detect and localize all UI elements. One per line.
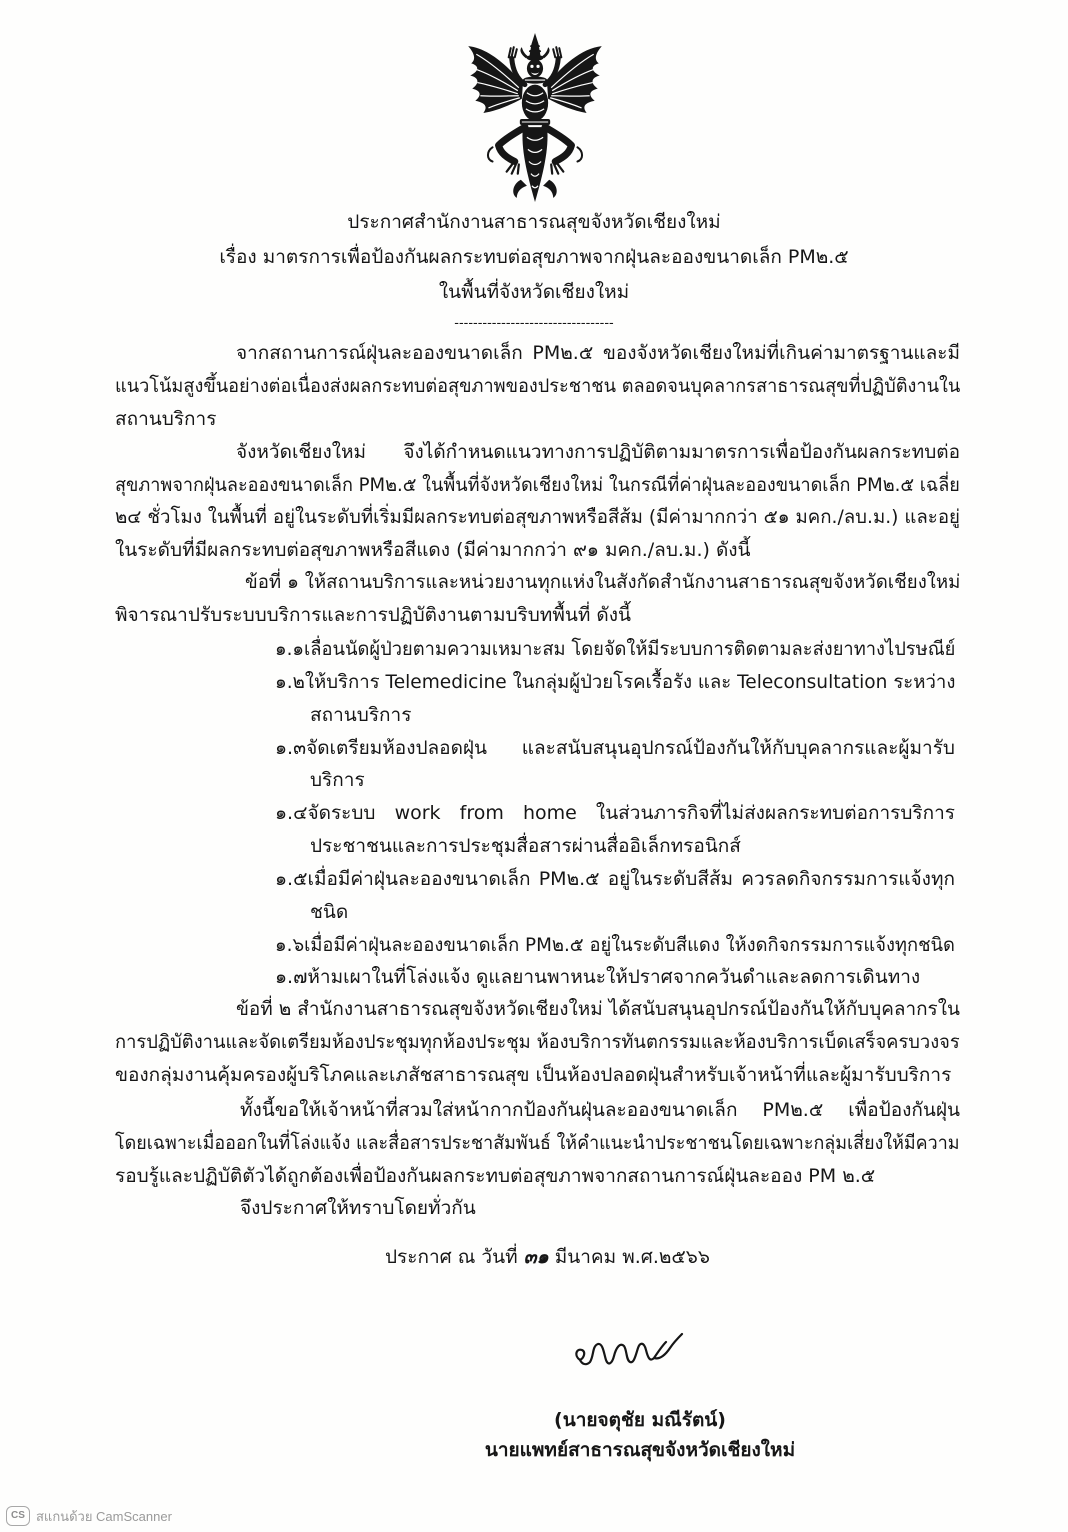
- list-item-1-4-cont: ประชาชนและการประชุมสื่อสารผ่านสื่ออิเล็กทรอนิกส์: [310, 835, 741, 857]
- clause-1-line: พิจารณาปรับระบบบริการและการปฏิบัติงานตามบริบทพื้นที่ ดังนี้: [115, 604, 632, 626]
- list-item-1-3-cont: บริการ: [310, 769, 365, 791]
- paragraph-1-line: สถานบริการ: [115, 408, 217, 430]
- list-item-1-4: ๑.๔จัดระบบ work from home ในส่วนภารกิจที่ไม่ส่งผลกระทบต่อการบริการ: [275, 802, 955, 824]
- list-item-1-2-cont: สถานบริการ: [310, 704, 412, 726]
- paragraph-2-line: ๒๔ ชั่วโมง ในพื้นที่ อยู่ในระดับที่เริ่มมีผลกระทบต่อสุขภาพหรือสีส้ม (มีค่ามากกว่า ๕๑ มคก./ลบ.ม.) และอยู่: [115, 506, 960, 528]
- emblem-body: [520, 85, 550, 125]
- emblem-head: [523, 59, 547, 83]
- list-item-1-5: ๑.๕เมื่อมีค่าฝุ่นละอองขนาดเล็ก PM๒.๕ อยู่ในระดับสีส้ม ควรลดกิจกรรมการแจ้งทุก: [275, 868, 955, 890]
- closing-statement: จึงประกาศให้ทราบโดยทั่วกัน: [240, 1197, 476, 1219]
- list-item-1-3: ๑.๓จัดเตรียมห้องปลอดฝุ่น และสนับสนุนอุปกรณ์ป้องกันให้กับบุคลากรและผู้มารับ: [275, 737, 955, 759]
- list-item-1-1: ๑.๑เลื่อนนัดผู้ป่วยตามความเหมาะสม โดยจัดให้มีระบบการติดตามละส่งยาทางไปรษณีย์: [275, 638, 956, 660]
- clause-2-line: การปฏิบัติงานและจัดเตรียมห้องประชุมทุกห้องประชุม ห้องบริการทันตกรรมและห้องบริการเบ็ดเสร็จครบวงจร: [115, 1031, 960, 1053]
- list-item-1-7: ๑.๗ห้ามเผาในที่โล่งแจ้ง ดูแลยานพาหนะให้ปราศจากควันดำและลดการเดินทาง: [275, 966, 921, 988]
- signatory-name: (นายจตุชัย มณีรัตน์): [554, 1409, 726, 1431]
- signatory-position: นายแพทย์สาธารณสุขจังหวัดเชียงใหม่: [484, 1439, 796, 1461]
- clause-2-line: ของกลุ่มงานคุ้มครองผู้บริโภคและเภสัชสาธารณสุข เป็นห้องปลอดฝุ่นสำหรับเจ้าหน้าที่และผู้มารับบริการ: [115, 1064, 952, 1086]
- paragraph-1-line: จากสถานการณ์ฝุ่นละอองขนาดเล็ก PM๒.๕ ของจังหวัดเชียงใหม่ที่เกินค่ามาตรฐานและมี: [236, 342, 960, 364]
- paragraph-2-line: ในระดับที่มีผลกระทบต่อสุขภาพหรือสีแดง (มีค่ามากกว่า ๙๑ มคก./ลบ.ม.) ดังนี้: [115, 539, 751, 561]
- camscanner-label: สแกนด้วย CamScanner: [36, 1508, 172, 1524]
- date-prefix: ประกาศ ณ วันที่: [385, 1246, 518, 1268]
- announcement-title: ประกาศสำนักงานสาธารณสุขจังหวัดเชียงใหม่: [347, 211, 721, 233]
- paragraph-2-line: สุขภาพจากฝุ่นละอองขนาดเล็ก PM๒.๕ ในพื้นที่จังหวัดเชียงใหม่ ในกรณีที่ค่าฝุ่นละอองขนาดเล็ก PM๒.๕ เฉลี่ย: [115, 474, 960, 496]
- camscanner-logo: CS: [6, 1506, 30, 1526]
- note-line: รอบรู้และปฏิบัติตัวได้ถูกต้องเพื่อป้องกันผลกระทบต่อสุขภาพจากสถานการณ์ฝุ่นละออง PM ๒.๕: [115, 1165, 876, 1187]
- paragraph-2-line: จังหวัดเชียงใหม่ จึงได้กำหนดแนวทางการปฏิบัติตามมาตรการเพื่อป้องกันผลกระทบต่อ: [236, 441, 960, 463]
- note-line: ทั้งนี้ขอให้เจ้าหน้าที่สวมใส่หน้ากากป้องกันฝุ่นละอองขนาดเล็ก PM๒.๕ เพื่อป้องกันฝุ่น: [240, 1099, 960, 1121]
- garuda-emblem: [463, 32, 607, 204]
- clause-1-line: ข้อที่ ๑ ให้สถานบริการและหน่วยงานทุกแห่งในสังกัดสำนักงานสาธารณสุขจังหวัดเชียงใหม่: [245, 571, 961, 593]
- header-divider: ----------------------------------: [454, 316, 614, 331]
- announcement-date: [385, 1241, 945, 1273]
- list-item-1-5-cont: ชนิด: [310, 901, 349, 923]
- list-item-1-6: ๑.๖เมื่อมีค่าฝุ่นละอองขนาดเล็ก PM๒.๕ อยู่ในระดับสีแดง ให้งดกิจกรรมการแจ้งทุกชนิด: [275, 934, 955, 956]
- announcement-area: ในพื้นที่จังหวัดเชียงใหม่: [438, 281, 630, 303]
- list-item-1-2: ๑.๒ให้บริการ Telemedicine ในกลุ่มผู้ป่วยโรคเรื้อรัง และ Teleconsultation ระหว่าง: [275, 671, 956, 693]
- announcement-subject: เรื่อง มาตรการเพื่อป้องกันผลกระทบต่อสุขภาพจากฝุ่นละอองขนาดเล็ก PM๒.๕: [219, 246, 849, 268]
- emblem-crown: [520, 33, 549, 61]
- handwritten-signature: [570, 1328, 686, 1378]
- clause-2-line: ข้อที่ ๒ สำนักงานสาธารณสุขจังหวัดเชียงใหม่ ได้สนับสนุนอุปกรณ์ป้องกันให้กับบุคลากรใน: [236, 998, 960, 1020]
- date-suffix: มีนาคม พ.ศ.๒๕๖๖: [554, 1246, 710, 1268]
- camscanner-footer: [6, 1505, 172, 1527]
- note-line: โดยเฉพาะเมื่อออกในที่โล่งแจ้ง และสื่อสารประชาสัมพันธ์ ให้คำแนะนำประชาชนโดยเฉพาะกลุ่มเสี่ยงให้มีความ: [115, 1132, 960, 1154]
- date-day: ๓๑: [523, 1246, 549, 1268]
- paragraph-1-line: แนวโน้มสูงขึ้นอย่างต่อเนื่องส่งผลกระทบต่อสุขภาพของประชาชน ตลอดจนบุคลากรสาธารณสุขที่ปฏิบัติงานใน: [115, 375, 961, 397]
